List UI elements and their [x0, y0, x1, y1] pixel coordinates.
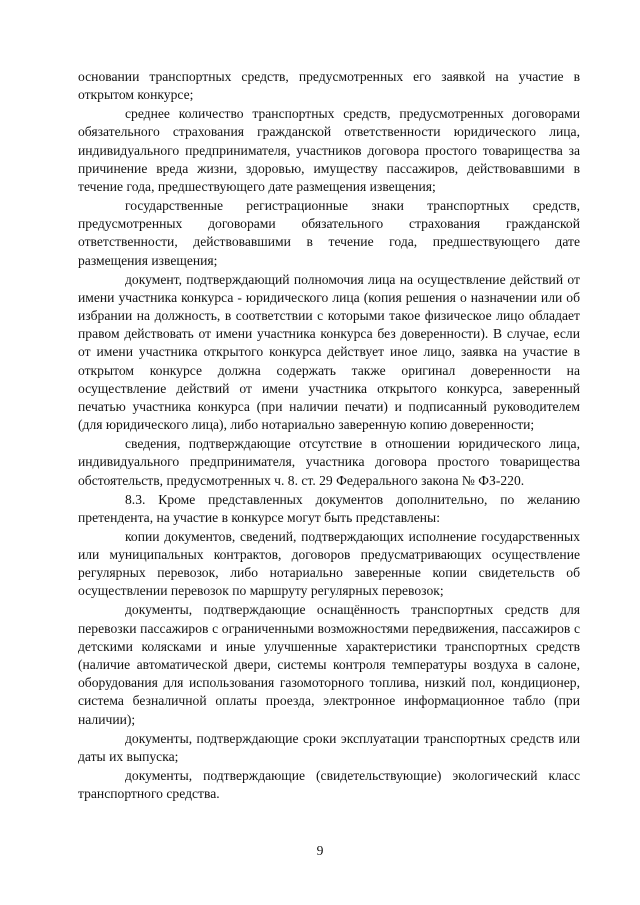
document-paragraph: среднее количество транспортных средств, предусмотренных договорами обязательного страхования гражданской ответственности юридического лица, индивидуального предпринимателя, участников договора простого товарищества за причинение вреда жизни, здоровью, имуществу пассажиров, действовавшими в течение года, предшествующего дате размещения извещения;	[78, 106, 580, 195]
document-paragraph: документы, подтверждающие сроки эксплуатации транспортных средств или даты их выпуска;	[78, 730, 580, 764]
document-paragraph: документы, подтверждающие (свидетельствующие) экологический класс транспортного средства.	[78, 767, 580, 802]
document-paragraph: основании транспортных средств, предусмотренных его заявкой на участие в открытом конкурсе;	[78, 69, 580, 103]
document-paragraph: документы, подтверждающие оснащённость транспортных средств для перевозки пассажиров с ограниченными возможностями передвижения, пассажиров с детскими колясками и иные улучшенные характеристики транспортных средств (наличие автоматической двери, системы контроля температуры воздуха в салоне, оборудования для использования газомоторного топлива, низкий пол, кондиционер, система безналичной оплаты проезда, электронное информационное табло (при наличии);	[78, 602, 580, 727]
document-paragraph: государственные регистрационные знаки транспортных средств, предусмотренных договорами обязательного страхования гражданской ответственности, действовавшими в течение года, предшествующего дате размещения извещения;	[78, 198, 580, 268]
document-paragraph: копии документов, сведений, подтверждающих исполнение государственных или муниципальных контрактов, договоров предусматривающих осуществление регулярных перевозок, либо нотариально заверенные копии свидетельств об осуществлении перевозок по маршруту регулярных перевозок;	[78, 528, 580, 599]
document-paragraph: 8.3. Кроме представленных документов дополнительно, по желанию претендента, на участие в конкурсе могут быть представлены:	[78, 491, 580, 525]
document-paragraph: документ, подтверждающий полномочия лица на осуществление действий от имени участника конкурса - юридического лица (копия решения о назначении или об избрании на должность, в соответствии с которыми такое физическое лицо обладает правом действовать от имени участника конкурса без доверенности). В случае, если от имени участника открытого конкурса действует иное лицо, заявка на участие в открытом конкурсе должна содержать также оригинал доверенности на осуществление действий от имени участника открытого конкурса, заверенный печатью участника конкурса (при наличии печати) и подписанный руководителем (для юридического лица), либо нотариально заверенную копию доверенности;	[78, 271, 580, 433]
page-number: 9	[316, 843, 324, 858]
document-body	[78, 68, 580, 804]
document-paragraph: сведения, подтверждающие отсутствие в отношении юридического лица, индивидуального предпринимателя, участника договора простого товарищества обстоятельств, предусмотренных ч. 8. ст. 29 Федерального закона № ФЗ-220.	[78, 436, 580, 488]
